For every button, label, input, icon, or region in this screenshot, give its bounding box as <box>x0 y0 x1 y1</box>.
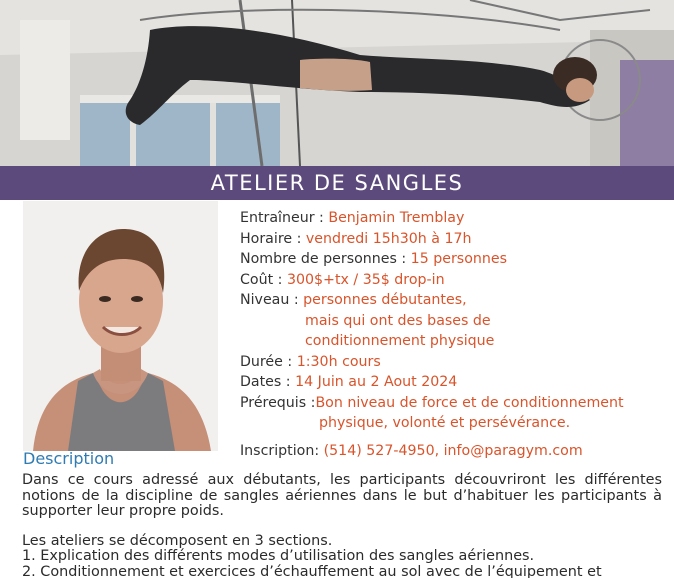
prereq-row <box>240 393 670 414</box>
description-paragraph: Dans ce cours adressé aux débutants, les participants découvriront les différentes notions de la discipline de sangles aériennes dans le but d’habituer les participants à supporter leur propre poids. <box>22 472 662 519</box>
title-banner <box>0 166 674 200</box>
prereq-line-1: Bon niveau de force et de conditionnement <box>315 394 624 411</box>
dates-row <box>240 372 670 393</box>
trainer-value: Benjamin Tremblay <box>328 210 465 226</box>
level-line-2: mais qui ont des bases de <box>305 312 491 329</box>
trainer-portrait <box>23 201 218 451</box>
section-item-2: 2. Conditionnement et exercices d’échauffement au sol avec de l’équipement et <box>22 563 602 578</box>
prereq-line-2: physique, volonté et persévérance. <box>319 415 571 431</box>
hero-photo <box>0 0 674 166</box>
people-row <box>240 249 670 270</box>
level-label: Niveau : <box>240 292 299 308</box>
schedule-value: vendredi 15h30h à 17h <box>305 230 472 247</box>
schedule-row <box>240 229 670 250</box>
description-heading: Description <box>23 449 115 468</box>
prereq-label: Prérequis : <box>240 394 316 411</box>
duration-value: 1:30h cours <box>296 353 381 370</box>
signup-label: Inscription: <box>240 442 320 459</box>
cost-label: Coût : <box>240 271 283 288</box>
cost-row <box>240 270 670 291</box>
trainer-row <box>240 208 670 229</box>
level-line-1: personnes débutantes, <box>303 292 467 308</box>
trainer-label: Entraîneur : <box>240 210 324 226</box>
sections-intro: Les ateliers se décomposent en 3 sections. <box>22 532 333 549</box>
signup-row <box>240 441 670 462</box>
people-value: 15 personnes <box>410 251 507 267</box>
duration-row <box>240 352 670 373</box>
dates-label: Dates : <box>240 374 291 390</box>
course-info <box>240 208 670 461</box>
people-label: Nombre de personnes : <box>240 251 407 267</box>
signup-value: (514) 527-4950, info@paragym.com <box>323 442 583 459</box>
schedule-label: Horaire : <box>240 230 302 247</box>
page-title: ATELIER DE SANGLES <box>210 171 464 195</box>
cost-value: 300$+tx / 35$ drop-in <box>286 271 445 288</box>
level-line-3: conditionnement physique <box>305 333 495 349</box>
duration-label: Durée : <box>240 353 293 370</box>
section-item-1: 1. Explication des différents modes d’utilisation des sangles aériennes. <box>22 548 535 564</box>
level-row <box>240 290 670 311</box>
description-body <box>22 473 662 578</box>
dates-value: 14 Juin au 2 Aout 2024 <box>295 374 458 390</box>
